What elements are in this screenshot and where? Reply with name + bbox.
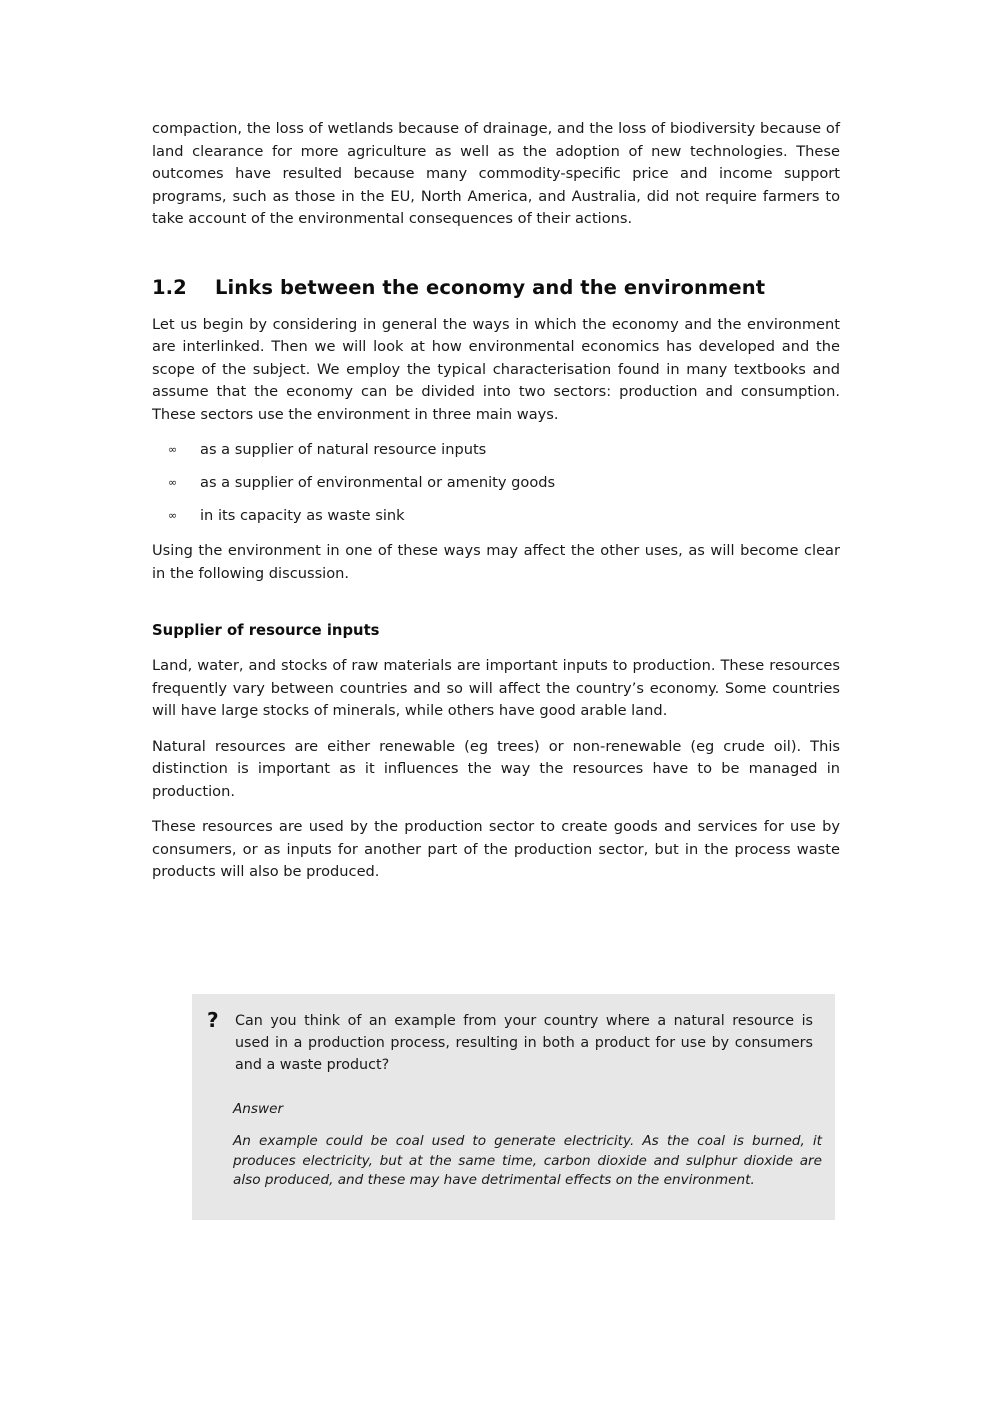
question-mark-icon: ?: [207, 1008, 219, 1032]
list-item: [152, 472, 840, 494]
section-title: Links between the economy and the environment: [215, 275, 766, 299]
subsection-heading: Supplier of resource inputs: [152, 622, 380, 639]
infinity-bullet-icon: ∞: [168, 476, 178, 489]
list-item: [152, 439, 840, 461]
spacer: [152, 607, 840, 620]
subsection-paragraph-1: Land, water, and stocks of raw materials are important inputs to production. These resources frequently vary between countries and so will affect the country’s economy. Some countries will have large stocks of minerals, while others have good arable land.: [152, 657, 840, 719]
list-item-label: as a supplier of environmental or amenity goods: [200, 474, 556, 491]
activity-question-text: Can you think of an example from your country where a natural resource is used in a production process, resulting in both a product for use by consumers and a waste product?: [235, 1013, 813, 1073]
infinity-bullet-icon: ∞: [168, 443, 178, 456]
activity-callout-box: [192, 994, 835, 1220]
spacer: [152, 585, 840, 607]
spacer: [152, 527, 840, 540]
section-intro-paragraph: Let us begin by considering in general the ways in which the economy and the environment are interlinked. Then we will look at how environmental economics has developed and the scope of the subject. We employ the typical characterisation found in many textbooks and assume that the economy can be divided into two sectors: production and consumption. These sectors use the environment in three main ways.: [152, 315, 840, 423]
intro-paragraph: compaction, the loss of wetlands because of drainage, and the loss of biodiversity because of land clearance for more agriculture as well as the adoption of new technologies. These outcomes have resulted because many commodity-specific price and income support programs, such as those in the EU, North America, and Australia, did not require farmers to take account of the environmental consequences of their actions.: [152, 120, 840, 227]
activity-answer-block: [233, 1099, 822, 1191]
environment-uses-list: [152, 439, 840, 527]
spacer: [152, 301, 840, 314]
after-bullets-paragraph: Using the environment in one of these ways may affect the other uses, as will become clear in the following discussion.: [152, 542, 840, 582]
spacer: [152, 231, 840, 253]
list-item-label: in its capacity as waste sink: [200, 507, 405, 524]
infinity-bullet-icon: ∞: [168, 509, 178, 522]
list-item: [152, 505, 840, 527]
subsection-paragraph-2: Natural resources are either renewable (eg trees) or non-renewable (eg crude oil). This distinction is important as it influences the way the resources have to be managed in production.: [152, 737, 840, 800]
section-number: 1.2: [152, 275, 187, 299]
spacer: [152, 253, 840, 275]
spacer: [152, 642, 840, 655]
section-heading: [152, 275, 840, 301]
spacer: [152, 426, 840, 439]
answer-label: Answer: [233, 1101, 284, 1117]
activity-question-row: [205, 1010, 813, 1076]
page-content: [152, 118, 840, 884]
spacer: [152, 803, 840, 816]
list-item-label: as a supplier of natural resource inputs: [200, 441, 487, 458]
subsection-paragraph-3: These resources are used by the production sector to create goods and services for use by consumers, or as inputs for another part of the production sector, but in the process waste products will also be produced.: [152, 818, 840, 880]
answer-text: An example could be coal used to generate electricity. As the coal is burned, it produces electricity, but at the same time, carbon dioxide and sulphur dioxide are also produced, and these may have detrimental effects on the environment.: [233, 1133, 822, 1188]
spacer: [152, 723, 840, 736]
